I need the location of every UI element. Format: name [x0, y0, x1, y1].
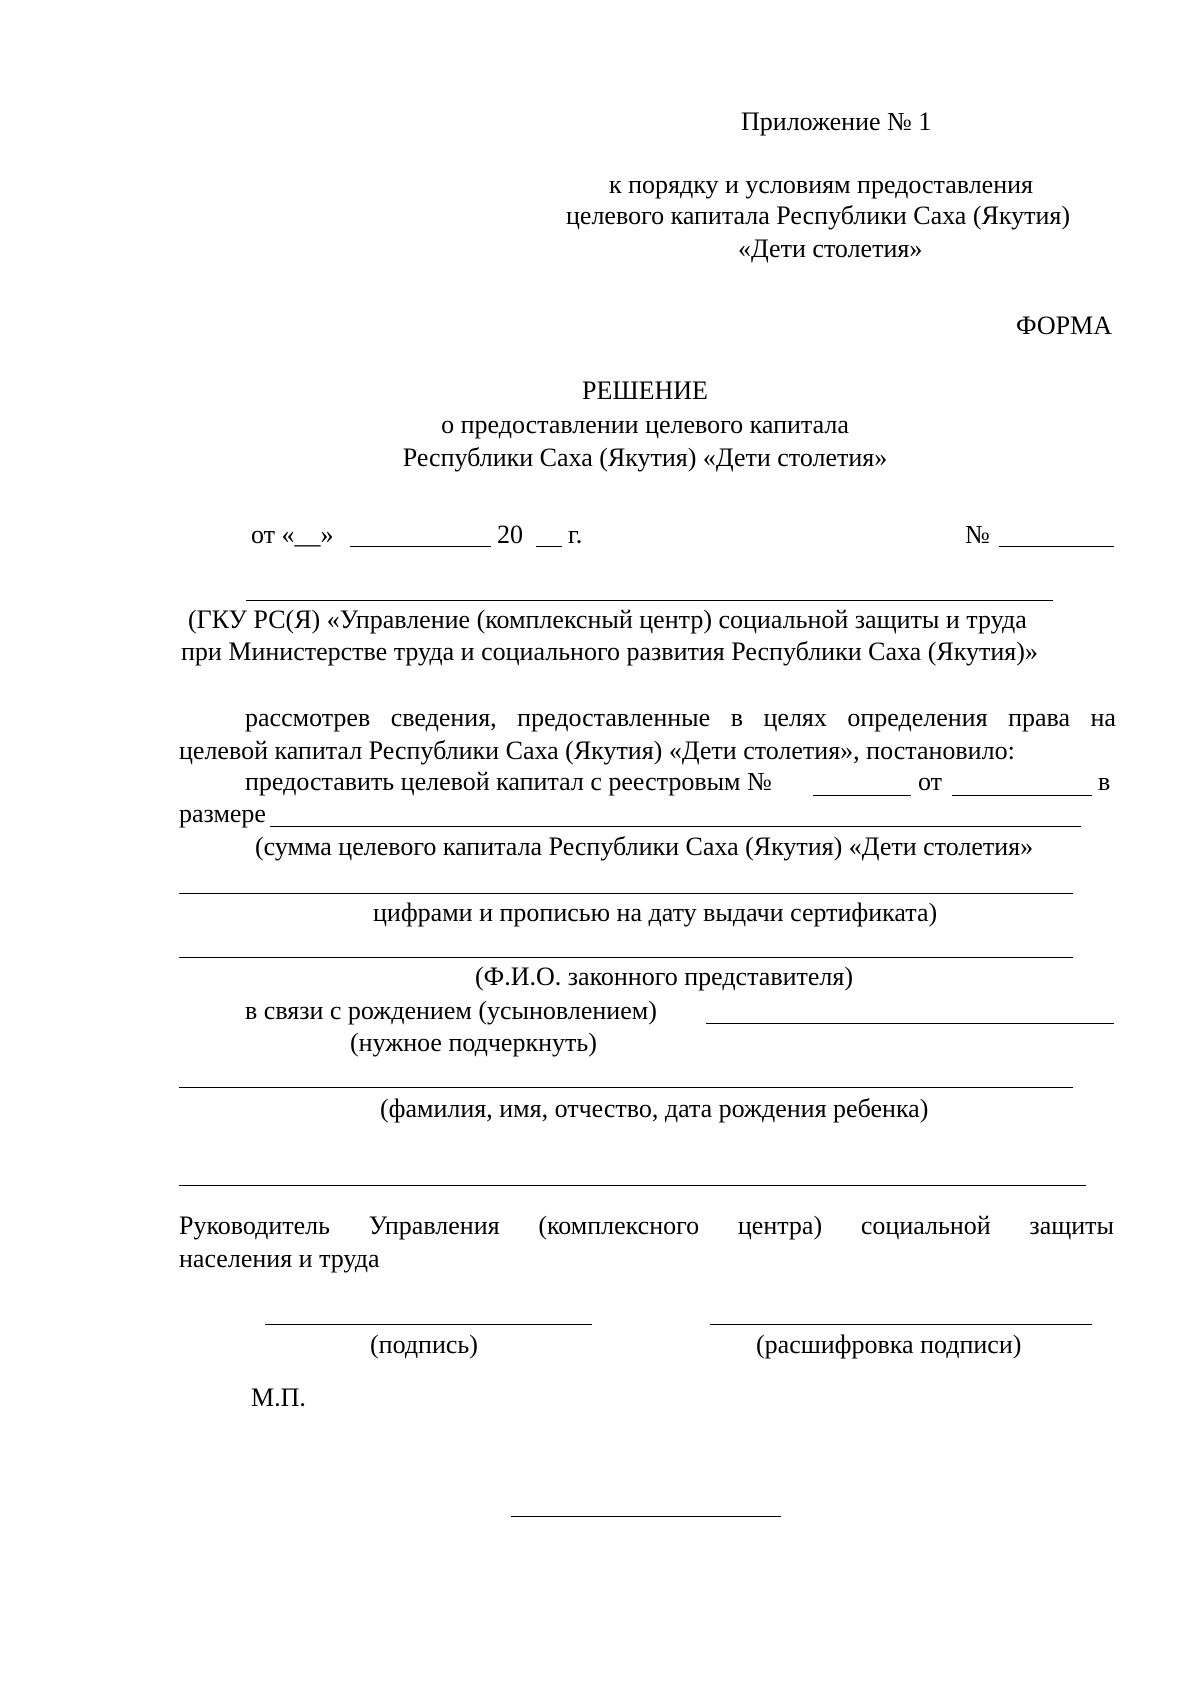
number-label: №	[965, 520, 990, 549]
word: защиты	[1029, 1211, 1114, 1240]
hint-digits: цифрами и прописью на дату выдачи сертификата)	[373, 898, 938, 927]
word: социальной	[860, 1211, 991, 1240]
head-title-line-1	[179, 1213, 1114, 1239]
word: Управления	[368, 1211, 500, 1240]
size-label: размере	[179, 799, 266, 828]
representative-line[interactable]	[179, 957, 1073, 958]
grant-text: предоставить целевой капитал с реестровым №	[245, 767, 772, 796]
number-blank-line[interactable]	[999, 546, 1114, 547]
word: Руководитель	[179, 1211, 330, 1240]
word: целях	[763, 703, 827, 732]
hint-child: (фамилия, имя, отчество, дата рождения ребенка)	[380, 1094, 929, 1123]
hint-sum: (сумма целевого капитала Республики Саха (Якутия) «Дети столетия»	[255, 832, 1034, 861]
birth-line[interactable]	[706, 1023, 1114, 1024]
date-from-label	[251, 522, 334, 548]
amount-line[interactable]	[270, 826, 1081, 827]
organization-line-1: (ГКУ РС(Я) «Управление (комплексный центр) социальной защиты и труда	[188, 605, 1027, 634]
grant-from-label: от	[918, 767, 943, 796]
document-title: РЕШЕНИЕ	[582, 376, 708, 405]
child-line[interactable]	[179, 1087, 1073, 1088]
registry-number-line[interactable]	[813, 795, 911, 796]
date-year-line[interactable]	[536, 546, 562, 547]
form-label: ФОРМА	[1016, 311, 1112, 340]
word: предоставленные	[517, 703, 711, 732]
head-title-line-2: населения и труда	[179, 1244, 380, 1273]
word: в	[730, 703, 743, 732]
date-year: 20	[497, 520, 523, 549]
signature-label: (подпись)	[370, 1330, 478, 1359]
appendix-number: Приложение № 1	[741, 107, 932, 136]
paragraph-1-line-1	[245, 705, 1116, 731]
grant-in-label: в	[1098, 767, 1111, 796]
word: определения	[847, 703, 988, 732]
reference-line-3: «Дети столетия»	[738, 234, 923, 263]
date-close-quote: »	[320, 520, 334, 549]
closing-line	[511, 1516, 781, 1517]
document-subtitle-1: о предоставлении целевого капитала	[441, 410, 849, 439]
date-month-line[interactable]	[350, 546, 491, 547]
stamp-place: М.П.	[251, 1383, 306, 1412]
word: сведения,	[390, 703, 497, 732]
reference-line-1: к порядку и условиям предоставления	[609, 170, 1034, 199]
hint-fio: (Ф.И.О. законного представителя)	[475, 962, 854, 991]
word: (комплексного	[538, 1211, 700, 1240]
paragraph-1-line-2: целевой капитал Республики Саха (Якутия) «Дети столетия», постановило:	[179, 736, 1015, 765]
date-year-suffix: г.	[568, 520, 583, 549]
word: рассмотрев	[245, 703, 371, 732]
amount-line-2[interactable]	[179, 893, 1073, 894]
birth-label: в связи с рождением (усыновлением)	[245, 996, 657, 1025]
hint-underline: (нужное подчеркнуть)	[350, 1028, 597, 1057]
date-open-quote: от «	[251, 520, 295, 549]
organization-line-2: при Министерстве труда и социального развития Республики Саха (Якутия)»	[181, 637, 1038, 666]
word: права	[1008, 703, 1070, 732]
registry-date-line[interactable]	[952, 795, 1092, 796]
reference-line-2: целевого капитала Республики Саха (Якутия)	[566, 201, 1070, 230]
organization-line[interactable]	[246, 600, 1053, 601]
word: центра)	[737, 1211, 823, 1240]
signature-line[interactable]	[265, 1324, 592, 1325]
word: на	[1090, 703, 1116, 732]
document-subtitle-2: Республики Саха (Якутия) «Дети столетия»	[402, 443, 888, 472]
signature-decode-line[interactable]	[710, 1324, 1092, 1325]
signature-decode-label: (расшифровка подписи)	[756, 1330, 1022, 1359]
date-day-blank[interactable]: __	[294, 520, 321, 549]
separator-line	[179, 1185, 1086, 1186]
